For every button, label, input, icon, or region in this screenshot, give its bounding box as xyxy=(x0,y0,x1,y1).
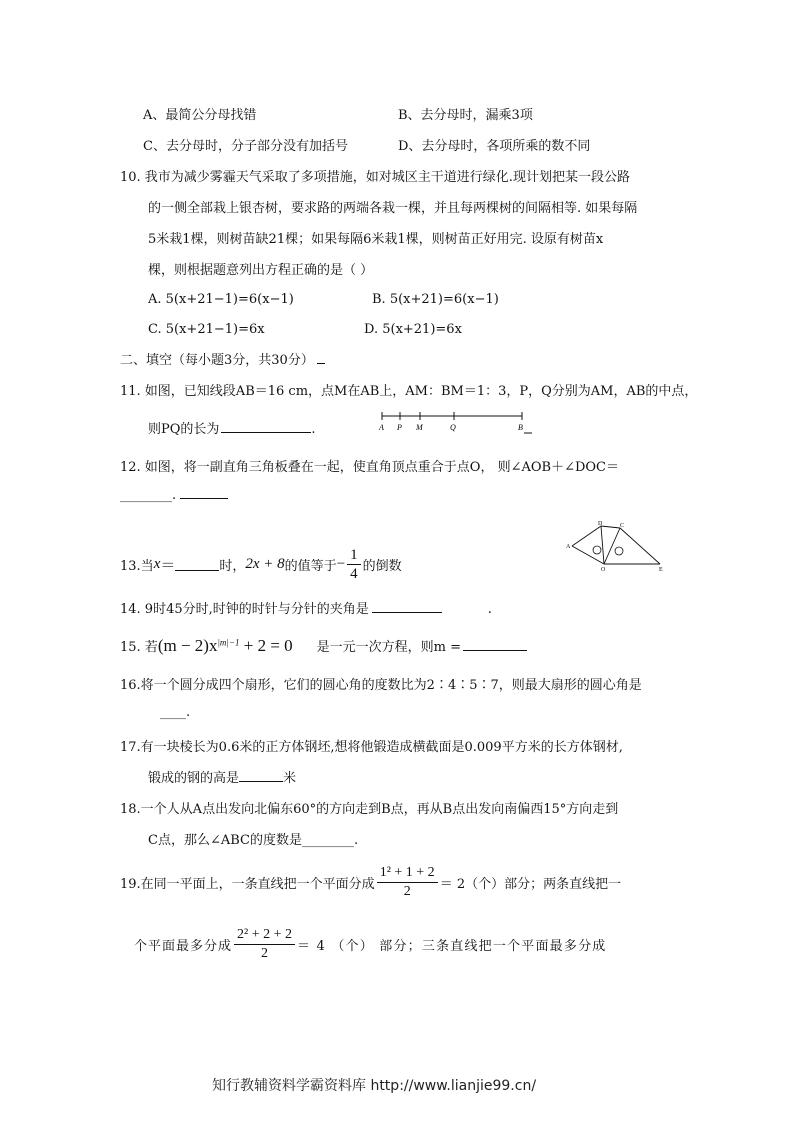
label-b: B xyxy=(518,423,523,432)
q16-line1: 16.将一个圆分成四个扇形，它们的圆心角的度数比为2∶4∶5∶7，则最大扇形的圆心角是 xyxy=(120,678,642,693)
q9-option-b: B、去分母时，漏乘3项 xyxy=(398,108,533,123)
label-p: P xyxy=(397,423,402,432)
q19-line1: 19.在同一平面上，一条直线把一个平面分成 $\frac{\text{1² + 1 + 2}}{2}$ ＝ 2（个）部分；两条直线把一 xyxy=(120,865,622,899)
q19-line2: 个平面最多分成 $\frac{\text{2² + 2 + 2}}{2}$ ＝ 4 （个） 部分；三条直线把一个平面最多分成 xyxy=(134,927,607,961)
label-o: O xyxy=(601,567,606,573)
q10-line2: 的一侧全部栽上银杏树，要求路的两端各栽一棵，并且每两棵树的间隔相等. 如果每隔 xyxy=(148,201,638,216)
q9-option-d: D、去分母时，各项所乘的数不同 xyxy=(398,139,591,154)
q15-line: 15. 若$(m - 2)x^{|m|-1} + 2 = 0$ 是一元一次方程，则m = xyxy=(120,636,527,656)
q10-line4: 棵，则根据题意列出方程正确的是（ ） xyxy=(148,263,374,278)
q12-triangles-figure xyxy=(564,518,672,573)
label-q: Q xyxy=(450,423,456,432)
label-a: A xyxy=(379,423,384,432)
q10-line1: 10. 我市为减少雾霾天气采取了多项措施，如对城区主干道进行绿化.现计划把某一段公路 xyxy=(120,170,630,185)
section-heading: 二、填空（每小题3分，共30分） xyxy=(120,349,325,368)
q18-line2: C点，那么∠ABC的度数是________. xyxy=(148,833,359,848)
q9-option-c: C、去分母时，分子部分没有加括号 xyxy=(143,139,348,154)
label-c: C xyxy=(620,523,625,529)
q17-line2: 锻成的钢的高是 米 xyxy=(148,771,297,786)
q11-line1: 11. 如图，已知线段AB＝16 cm，点M在AB上，AM：BM＝1：3，P，Q分别为AM，AB的中点， xyxy=(120,384,698,399)
q16-line2: ____. xyxy=(160,705,191,720)
q11-segment-figure xyxy=(378,410,534,436)
q12-line2: ________. xyxy=(120,486,228,503)
q14-line: 14. 9时45分时,时钟的时针与分针的夹角是 . xyxy=(120,602,492,617)
label-d: D xyxy=(598,521,603,527)
q17-line1: 17.有一块棱长为0.6米的正方体钢坯,想将他锻造成横截面是0.009平方米的长方体钢材, xyxy=(120,740,623,755)
q9-option-a: A、最简公分母找错 xyxy=(143,108,257,123)
label-a: A xyxy=(566,544,571,550)
label-m: M xyxy=(416,423,423,432)
footer-watermark: 知行教辅资料学霸资料库 http://www.lianjie99.cn/ xyxy=(212,1078,537,1094)
q10-option-c: C. 5(x+21−1)=6x xyxy=(148,322,265,337)
q10-line3: 5米栽1棵，则树苗缺21棵；如果每隔6米栽1棵，则树苗正好用完. 设原有树苗x xyxy=(148,232,604,247)
q10-option-a: A. 5(x+21−1)=6(x−1) xyxy=(148,292,294,307)
label-e: E xyxy=(659,567,663,573)
q18-line1: 18.一个人从A点出发向北偏东60°的方向走到B点，再从B点出发向南偏西15°方向走到 xyxy=(120,802,619,817)
q13-line: 13.当x＝ 时，2x + 8的值等于− $\frac{1}{4}$ 的倒数 xyxy=(120,547,402,582)
q10-option-b: B. 5(x+21)=6(x−1) xyxy=(372,292,499,307)
q12-line1: 12. 如图，将一副直角三角板叠在一起，使直角顶点重合于点O， 则∠AOB＋∠DOC＝ xyxy=(120,460,620,475)
q11-line2: 则PQ的长为 . xyxy=(148,422,316,437)
q10-option-d: D. 5(x+21)=6x xyxy=(364,322,462,337)
